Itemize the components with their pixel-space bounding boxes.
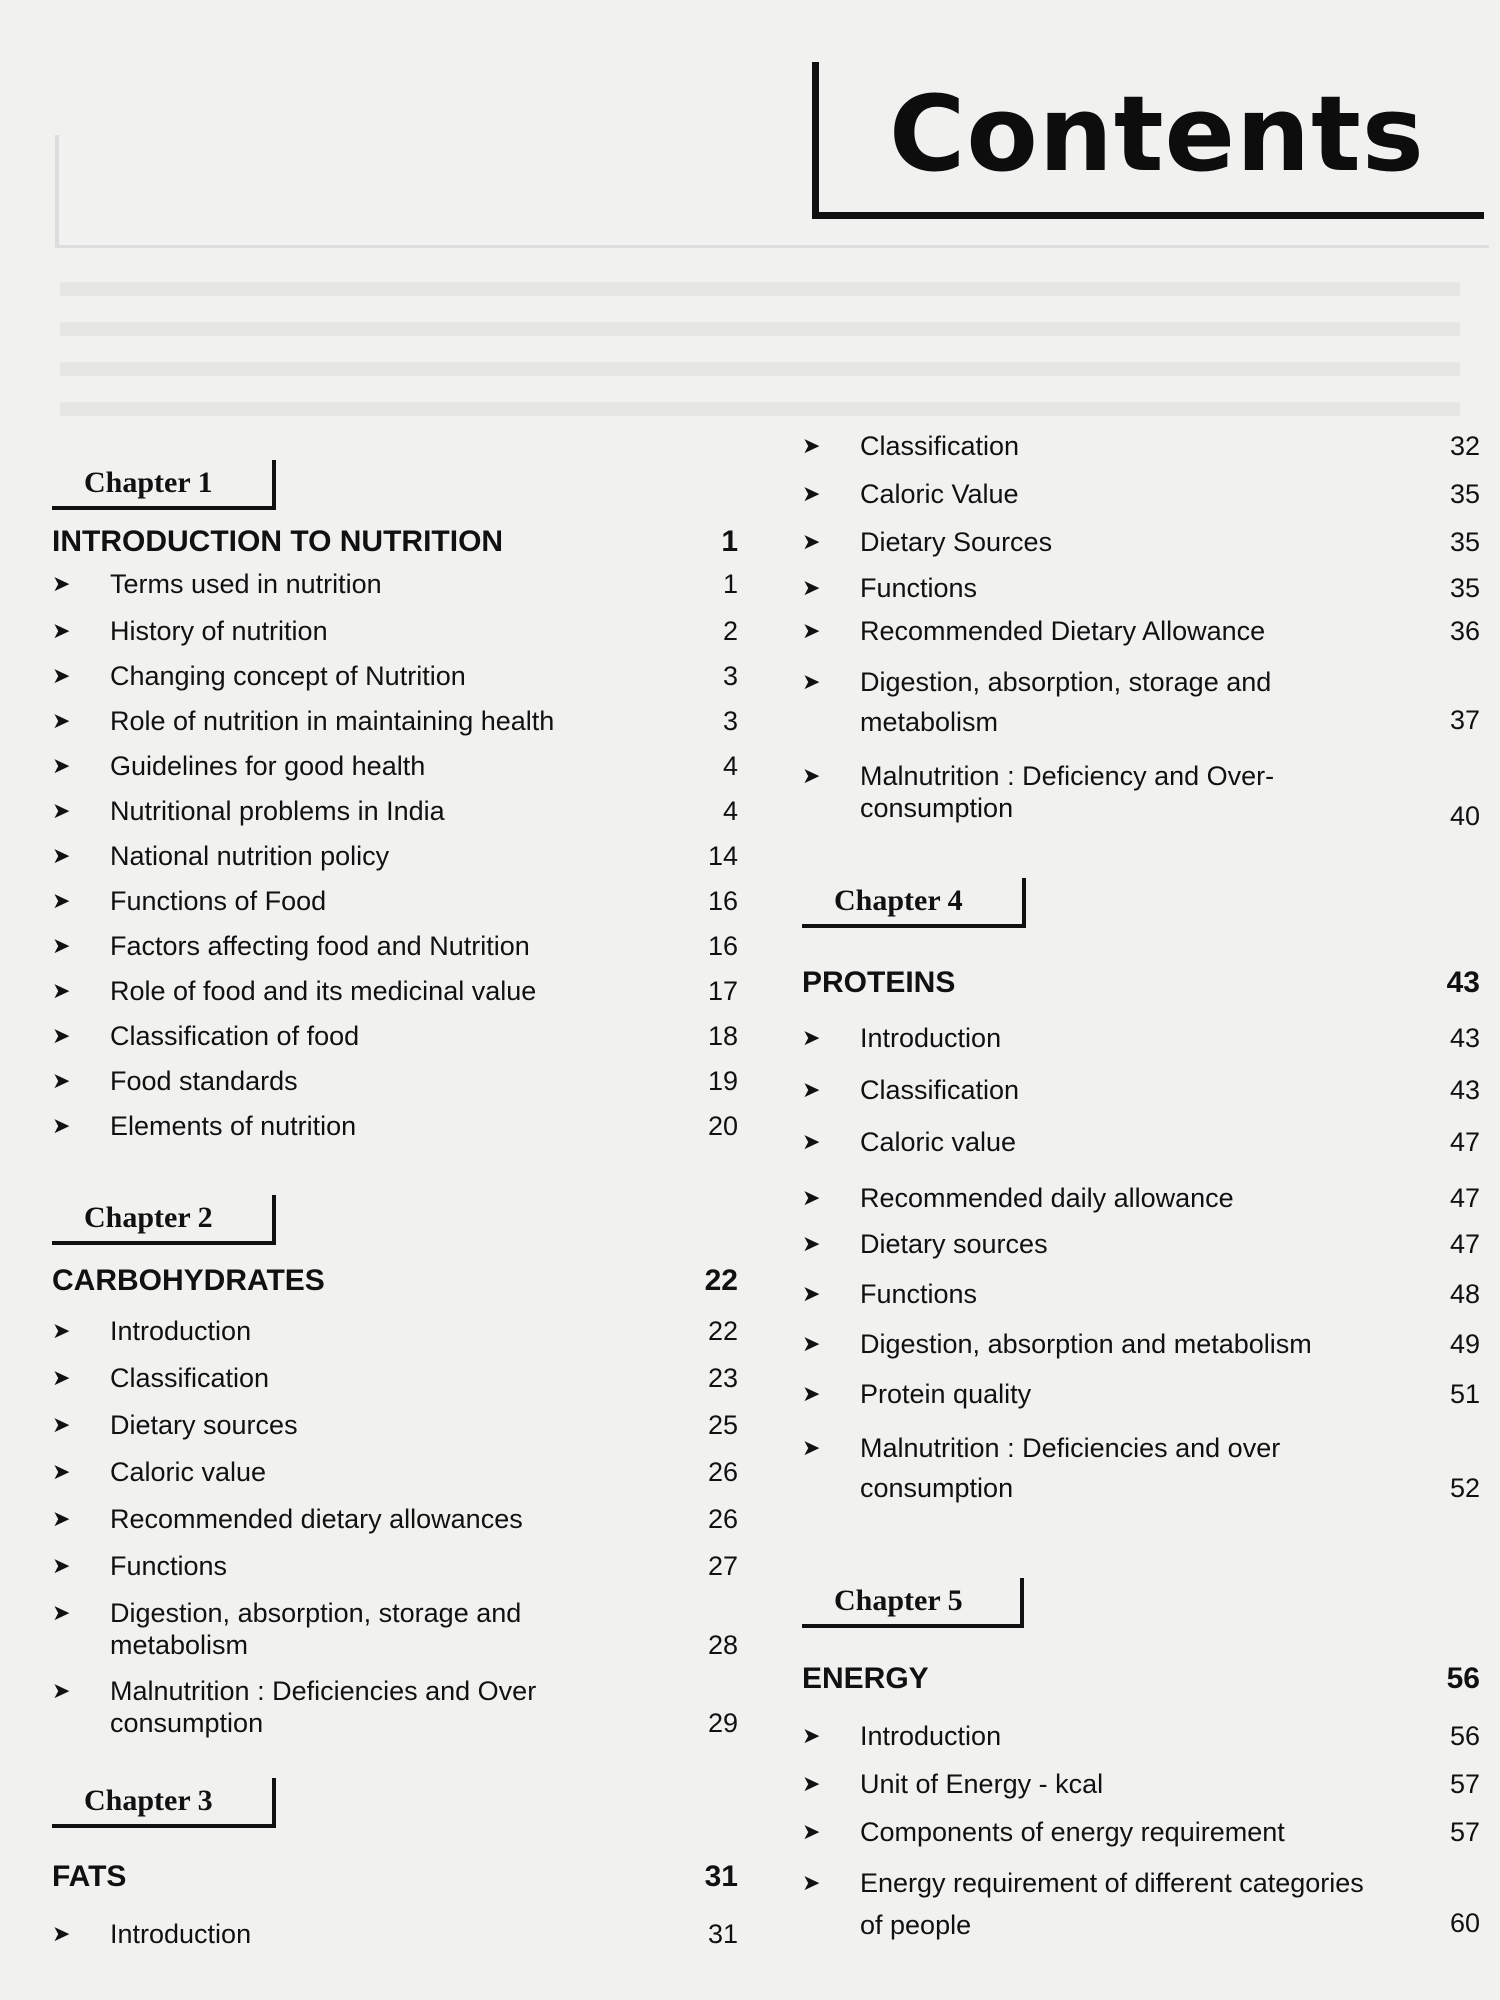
arrow-bullet-icon: ➤ (52, 1113, 71, 1138)
arrow-bullet-icon: ➤ (52, 1600, 71, 1625)
arrow-bullet-icon: ➤ (52, 1553, 71, 1578)
arrow-bullet-icon: ➤ (802, 763, 821, 788)
arrow-bullet-icon: ➤ (52, 571, 71, 596)
arrow-bullet-icon: ➤ (52, 978, 71, 1003)
arrow-bullet-icon: ➤ (52, 1459, 71, 1484)
entry-page: 35 (1449, 479, 1480, 509)
entry-title: Digestion, absorption, storage and metabolism (860, 667, 1272, 737)
entry-page: 35 (1449, 573, 1480, 603)
chapter-page: 1 (721, 525, 738, 558)
bleed-through-line (60, 402, 1460, 416)
arrow-bullet-icon: ➤ (52, 1318, 71, 1343)
bleed-through-line (60, 322, 1460, 336)
arrow-bullet-icon: ➤ (52, 1678, 71, 1703)
entry-page: 4 (722, 796, 738, 826)
entry-title: Classification (860, 1075, 1020, 1105)
page-title: Contents (889, 73, 1425, 195)
entry-title: History of nutrition (110, 616, 328, 646)
arrow-bullet-icon: ➤ (802, 575, 821, 600)
chapter-title: FATS (52, 1860, 127, 1893)
entry-page: 47 (1449, 1127, 1480, 1157)
entry-page: 27 (707, 1551, 738, 1581)
entry-title: Guidelines for good health (110, 751, 426, 781)
entry-title: Malnutrition : Deficiencies and Over consumption (110, 1676, 537, 1738)
entry-page: 20 (707, 1111, 738, 1141)
toc-entry[interactable] (802, 662, 1480, 740)
entry-title: Digestion, absorption, storage and metabolism (110, 1598, 522, 1660)
entry-title: Terms used in nutrition (110, 569, 382, 599)
arrow-bullet-icon: ➤ (802, 1723, 821, 1748)
entry-title: Classification (110, 1363, 270, 1393)
entry-page: 3 (722, 661, 738, 691)
entry-page: 43 (1449, 1023, 1480, 1053)
entry-page: 3 (722, 706, 738, 736)
arrow-bullet-icon: ➤ (802, 1077, 821, 1102)
chapter-label: Chapter 5 (834, 1584, 963, 1617)
arrow-bullet-icon: ➤ (802, 1025, 821, 1050)
arrow-bullet-icon: ➤ (802, 1281, 821, 1306)
entry-page: 25 (707, 1410, 738, 1440)
arrow-bullet-icon: ➤ (52, 798, 71, 823)
entry-page: 19 (707, 1066, 738, 1096)
entry-page: 2 (722, 616, 738, 646)
entry-page: 60 (1449, 1908, 1480, 1938)
arrow-bullet-icon: ➤ (52, 753, 71, 778)
entry-page: 16 (707, 931, 738, 961)
entry-page: 37 (1449, 705, 1480, 735)
arrow-bullet-icon: ➤ (52, 618, 71, 643)
entry-title: Dietary sources (110, 1410, 298, 1440)
entry-title: Role of food and its medicinal value (110, 976, 537, 1006)
entry-page: 18 (707, 1021, 738, 1051)
arrow-bullet-icon: ➤ (802, 1231, 821, 1256)
toc-entry[interactable] (52, 1675, 738, 1739)
entry-title: Introduction (110, 1919, 252, 1949)
entry-page: 14 (707, 841, 738, 871)
chapter-page: 56 (1446, 1662, 1480, 1695)
entry-page: 40 (1449, 801, 1480, 831)
chapter-label-box (52, 1778, 276, 1828)
chapter-title: PROTEINS (802, 966, 956, 999)
entry-title: Caloric value (110, 1457, 267, 1487)
arrow-bullet-icon: ➤ (52, 933, 71, 958)
chapter-label: Chapter 4 (834, 884, 963, 917)
entry-title: Unit of Energy - kcal (860, 1769, 1104, 1799)
entry-title: Caloric value (860, 1127, 1017, 1157)
arrow-bullet-icon: ➤ (802, 481, 821, 506)
chapter-page: 43 (1446, 966, 1480, 999)
entry-title: Malnutrition : Deficiencies and over consumption (860, 1433, 1281, 1503)
arrow-bullet-icon: ➤ (802, 618, 821, 643)
entry-page: 48 (1449, 1279, 1480, 1309)
arrow-bullet-icon: ➤ (52, 1365, 71, 1390)
entry-page: 26 (707, 1504, 738, 1534)
toc-entry[interactable] (802, 760, 1480, 832)
entry-title: Dietary sources (860, 1229, 1048, 1259)
entry-page: 56 (1449, 1721, 1480, 1751)
arrow-bullet-icon: ➤ (52, 1921, 71, 1946)
entry-page: 47 (1449, 1183, 1480, 1213)
entry-page: 47 (1449, 1229, 1480, 1259)
entry-page: 26 (707, 1457, 738, 1487)
entry-page: 57 (1449, 1769, 1480, 1799)
arrow-bullet-icon: ➤ (802, 1819, 821, 1844)
entry-page: 52 (1449, 1473, 1480, 1503)
entry-title: Elements of nutrition (110, 1111, 357, 1141)
chapter-label-box (52, 1195, 276, 1245)
entry-page: 4 (722, 751, 738, 781)
bleed-through-line (60, 362, 1460, 376)
arrow-bullet-icon: ➤ (52, 888, 71, 913)
entry-title: Caloric Value (860, 479, 1019, 509)
chapter-title: ENERGY (802, 1662, 929, 1695)
entry-title: Food standards (110, 1066, 298, 1096)
entry-title: Functions (860, 1279, 978, 1309)
arrow-bullet-icon: ➤ (802, 529, 821, 554)
chapter-label: Chapter 2 (84, 1201, 213, 1234)
entry-page: 28 (707, 1630, 738, 1660)
entry-page: 49 (1449, 1329, 1480, 1359)
left-column (52, 460, 738, 1960)
entry-page: 36 (1449, 616, 1480, 646)
chapter-label: Chapter 3 (84, 1784, 213, 1817)
chapter-label: Chapter 1 (84, 466, 213, 499)
arrow-bullet-icon: ➤ (52, 1506, 71, 1531)
entry-page: 35 (1449, 527, 1480, 557)
entry-title: Role of nutrition in maintaining health (110, 706, 555, 736)
entry-title: Energy requirement of different categories of people (860, 1868, 1364, 1940)
entry-title: Factors affecting food and Nutrition (110, 931, 530, 961)
contents-header (812, 62, 1484, 219)
entry-title: Nutritional problems in India (110, 796, 445, 826)
entry-title: Functions (860, 573, 978, 603)
entry-title: National nutrition policy (110, 841, 390, 871)
entry-title: Recommended dietary allowances (110, 1504, 523, 1534)
entry-title: Functions of Food (110, 886, 327, 916)
chapter-label-box (802, 1578, 1024, 1628)
arrow-bullet-icon: ➤ (802, 1129, 821, 1154)
arrow-bullet-icon: ➤ (802, 433, 821, 458)
arrow-bullet-icon: ➤ (802, 1185, 821, 1210)
entry-title: Dietary Sources (860, 527, 1053, 557)
chapter-label-box (52, 460, 276, 510)
bleed-through-line (60, 282, 1460, 296)
arrow-bullet-icon: ➤ (52, 1068, 71, 1093)
chapter-label-box (802, 878, 1026, 928)
entry-page: 31 (707, 1919, 738, 1949)
arrow-bullet-icon: ➤ (802, 1381, 821, 1406)
entry-page: 32 (1449, 431, 1480, 461)
chapter-page: 22 (704, 1264, 738, 1297)
entry-title: Classification (860, 431, 1020, 461)
right-column (802, 430, 1480, 1970)
entry-title: Recommended Dietary Allowance (860, 616, 1266, 646)
toc-entry[interactable] (802, 1862, 1480, 1944)
arrow-bullet-icon: ➤ (52, 1412, 71, 1437)
entry-title: Recommended daily allowance (860, 1183, 1234, 1213)
entry-title: Malnutrition : Deficiency and Over-consumption (860, 761, 1275, 823)
entry-title: Protein quality (860, 1379, 1032, 1409)
entry-title: Introduction (860, 1023, 1002, 1053)
arrow-bullet-icon: ➤ (802, 1331, 821, 1356)
entry-title: Changing concept of Nutrition (110, 661, 466, 691)
arrow-bullet-icon: ➤ (52, 843, 71, 868)
toc-entry[interactable] (802, 1428, 1480, 1508)
entry-page: 22 (707, 1316, 738, 1346)
entry-title: Classification of food (110, 1021, 360, 1051)
entry-title: Functions (110, 1551, 228, 1581)
chapter-page: 31 (704, 1860, 738, 1893)
entry-page: 29 (707, 1708, 738, 1738)
entry-page: 51 (1449, 1379, 1480, 1409)
entry-title: Introduction (110, 1316, 252, 1346)
toc-entry[interactable] (52, 1597, 738, 1661)
arrow-bullet-icon: ➤ (802, 1771, 821, 1796)
entry-page: 17 (707, 976, 738, 1006)
arrow-bullet-icon: ➤ (52, 1023, 71, 1048)
chapter-title: INTRODUCTION TO NUTRITION (52, 525, 504, 558)
entry-title: Introduction (860, 1721, 1002, 1751)
chapter-title: CARBOHYDRATES (52, 1264, 325, 1297)
entry-page: 57 (1449, 1817, 1480, 1847)
arrow-bullet-icon: ➤ (802, 669, 821, 694)
entry-title: Digestion, absorption and metabolism (860, 1329, 1312, 1359)
entry-page: 23 (707, 1363, 738, 1393)
entry-page: 16 (707, 886, 738, 916)
arrow-bullet-icon: ➤ (52, 708, 71, 733)
arrow-bullet-icon: ➤ (52, 663, 71, 688)
entry-page: 1 (722, 569, 738, 599)
entry-title: Components of energy requirement (860, 1817, 1285, 1847)
arrow-bullet-icon: ➤ (802, 1870, 821, 1895)
entry-page: 43 (1449, 1075, 1480, 1105)
arrow-bullet-icon: ➤ (802, 1435, 821, 1460)
